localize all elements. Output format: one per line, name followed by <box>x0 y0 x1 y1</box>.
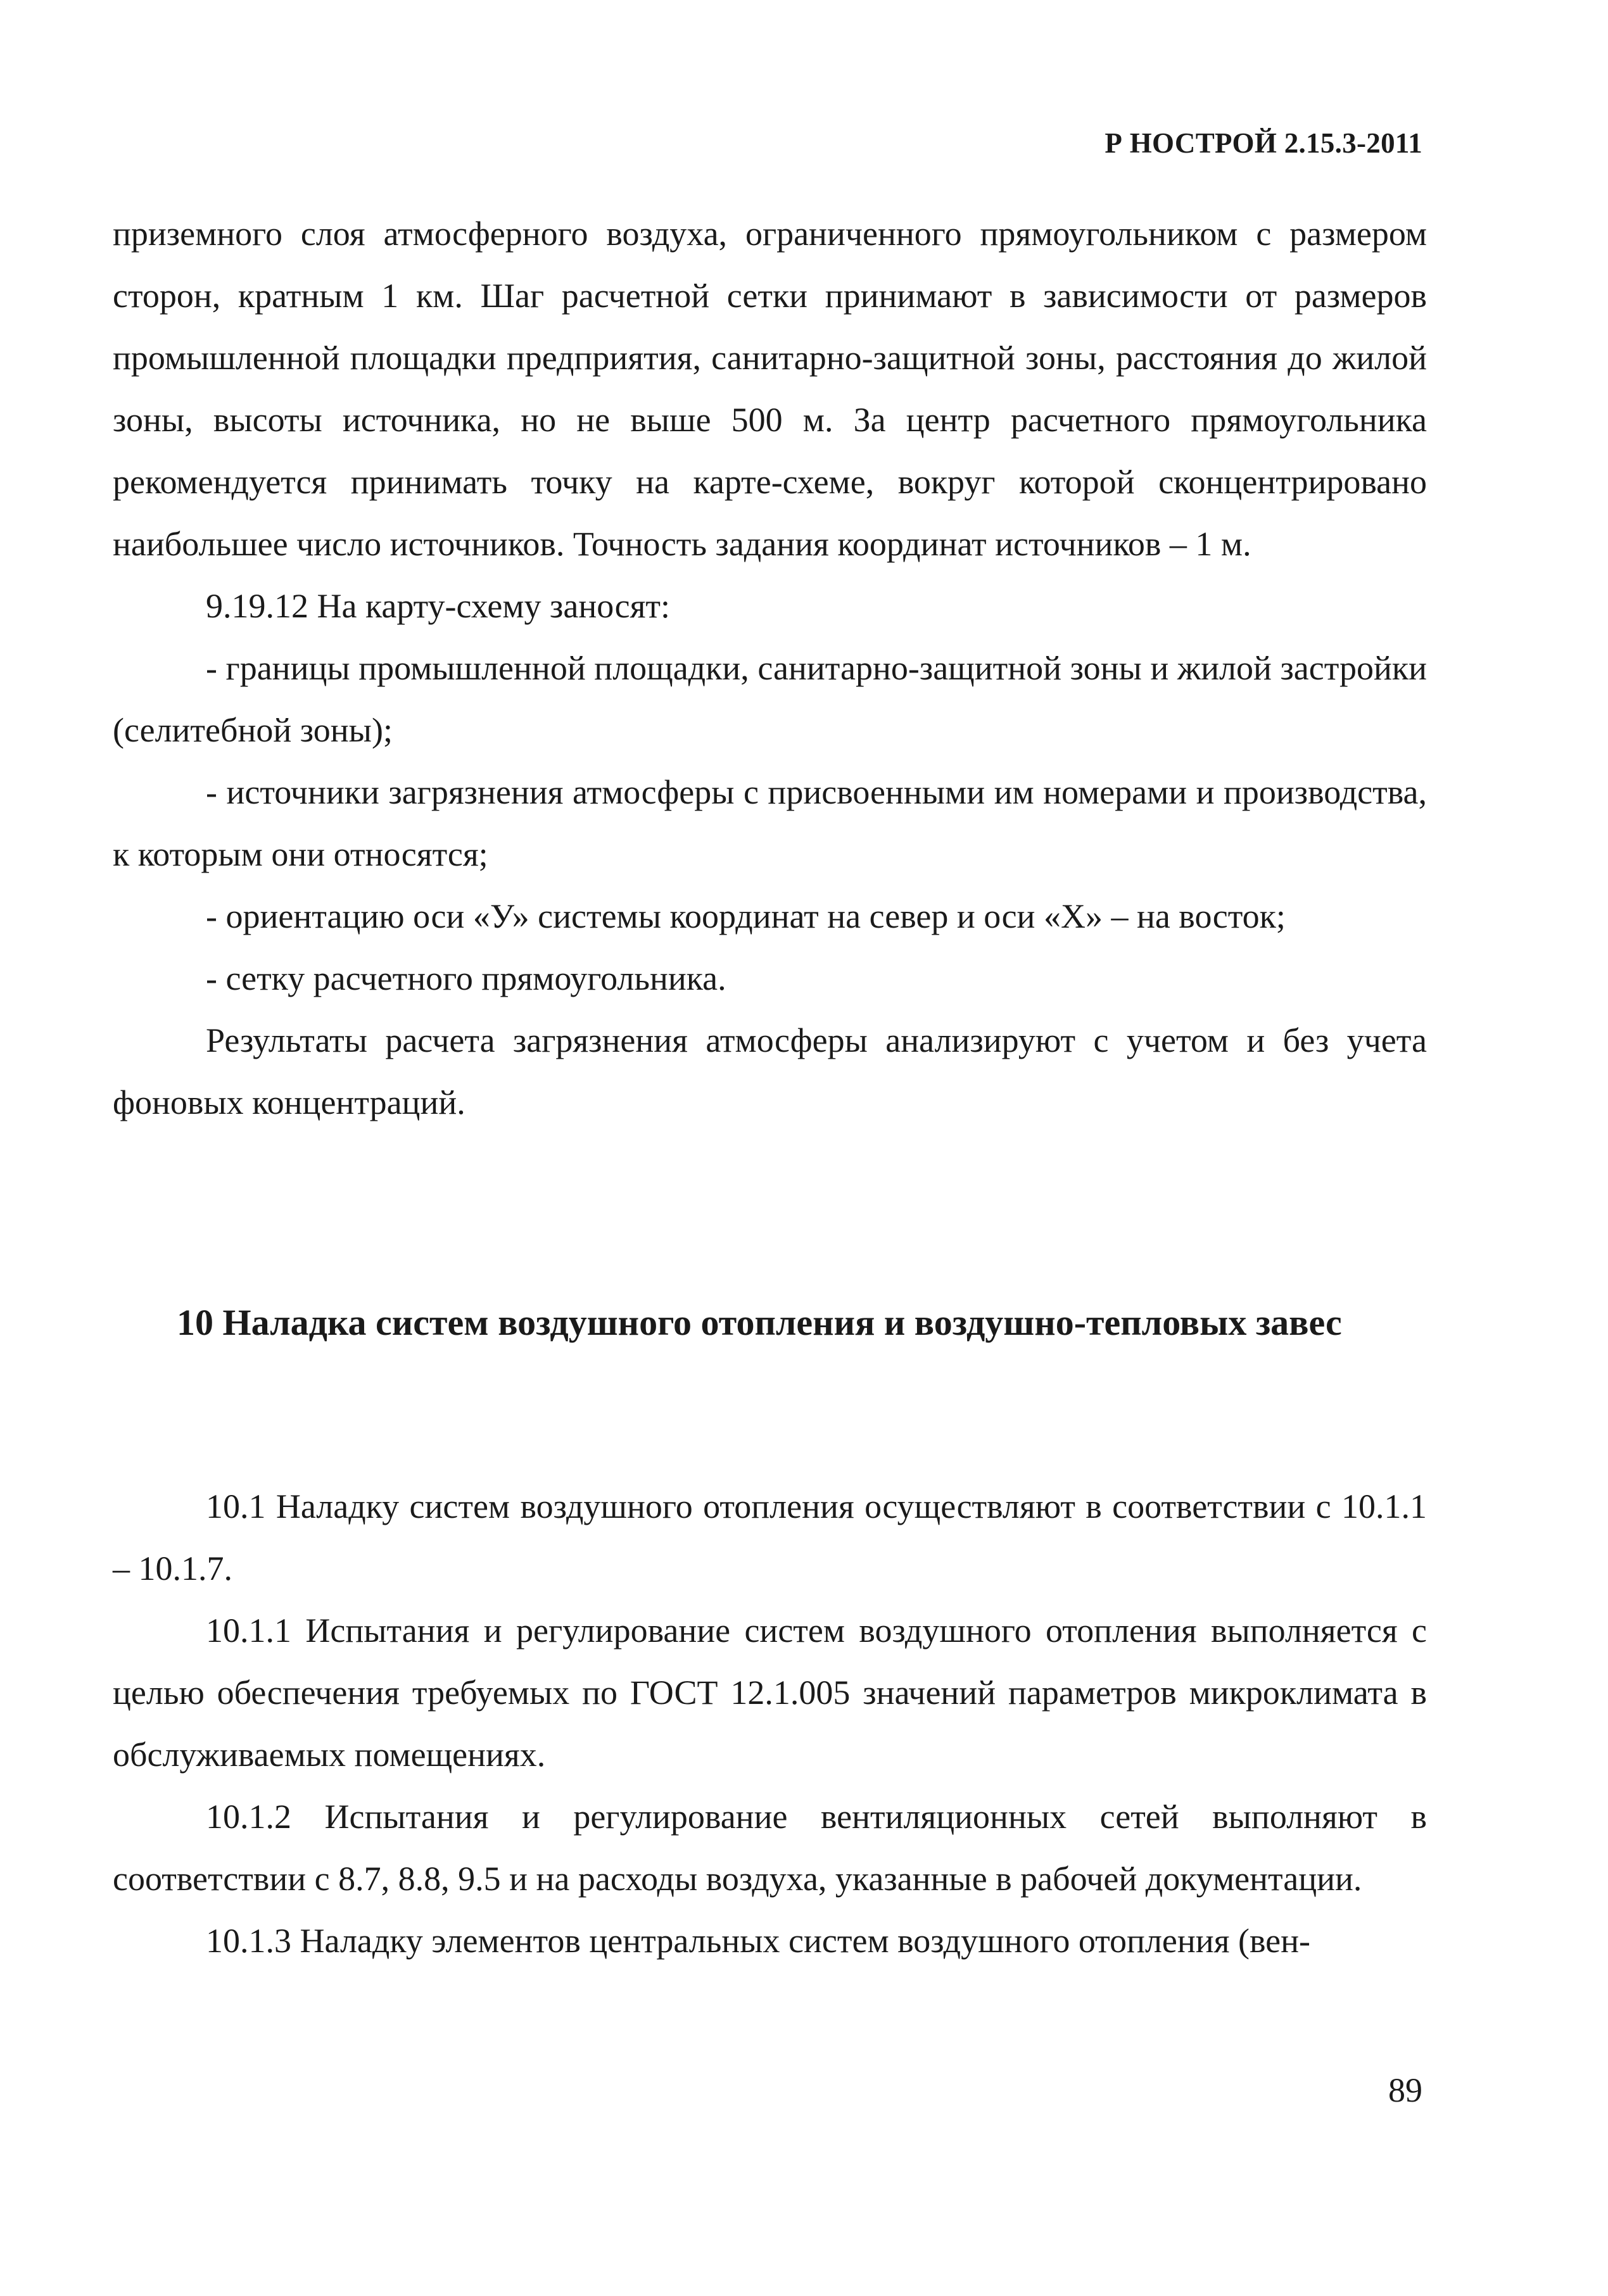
section-heading: 10 Наладка систем воздушного отопления и воздушно-тепловых завес <box>177 1302 1342 1343</box>
paragraph-continuation: приземного слоя атмосферного воздуха, ограниченного прямоугольником с размером сторон, кратным 1 км. Шаг расчетной сетки принимают в зависимости от размеров промышленной площадки предприятия, санитарно-защитной зоны, расстояния до жилой зоны, высоты источника, но не выше 500 м. За центр расчетного прямоугольника рекомендуется принимать точку на карте-схеме, вокруг которой сконцентрировано наибольшее число источников. Точность задания координат источников – 1 м. <box>113 215 1427 563</box>
paragraph-10-1-3: 10.1.3 Наладку элементов центральных систем воздушного отопления (вен- <box>206 1922 1311 1960</box>
paragraph-9-19-12: 9.19.12 На карту-схему заносят: <box>206 587 671 625</box>
paragraph-10-1: 10.1 Наладку систем воздушного отопления осуществляют в соответствии с 10.1.1 – 10.1.7. <box>113 1487 1427 1587</box>
list-item-axes: - ориентацию оси «У» системы координат на север и оси «Х» – на восток; <box>206 897 1286 935</box>
paragraph-10-1-1: 10.1.1 Испытания и регулирование систем воздушного отопления выполняется с целью обеспечения требуемых по ГОСТ 12.1.005 значений параметров микроклимата в обслуживаемых помещениях. <box>113 1612 1427 1774</box>
list-item-boundaries: - границы промышленной площадки, санитарно-защитной зоны и жилой застройки (селитебной зоны); <box>113 649 1427 749</box>
text-block-lower <box>113 1475 1427 1972</box>
text-block-upper <box>113 203 1427 1133</box>
document-code-header: Р НОСТРОЙ 2.15.3-2011 <box>1105 127 1422 159</box>
paragraph-10-1-2: 10.1.2 Испытания и регулирование вентиляционных сетей выполняют в соответствии с 8.7, 8.8, 9.5 и на расходы воздуха, указанные в рабочей документации. <box>113 1798 1427 1898</box>
page-number: 89 <box>1388 2071 1422 2109</box>
list-item-grid: - сетку расчетного прямоугольника. <box>206 959 726 997</box>
paragraph-results: Результаты расчета загрязнения атмосферы анализируют с учетом и без учета фоновых концентраций. <box>113 1021 1427 1121</box>
list-item-sources: - источники загрязнения атмосферы с присвоенными им номерами и производства, к которым они относятся; <box>113 773 1427 873</box>
